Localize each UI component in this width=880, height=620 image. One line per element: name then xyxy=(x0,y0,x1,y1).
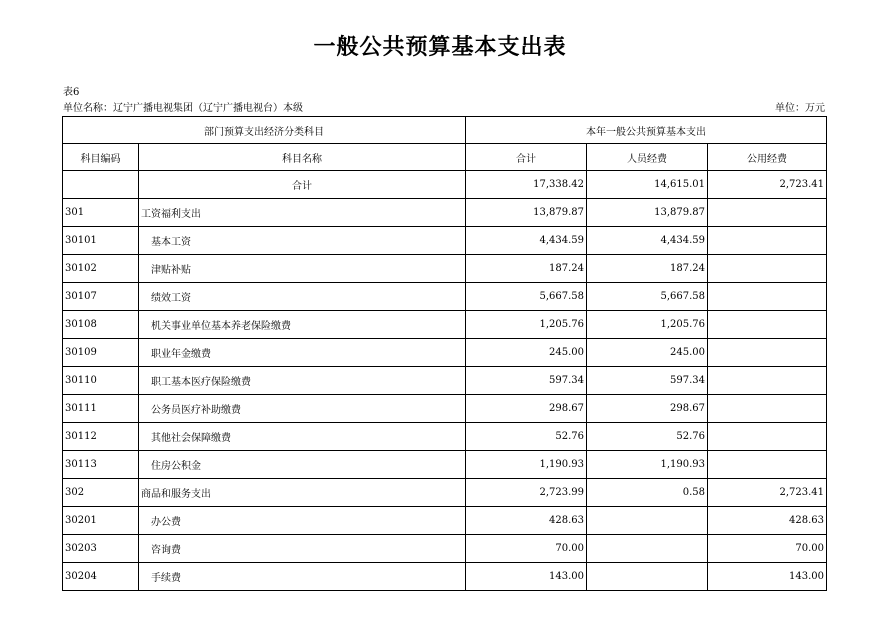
header-public: 公用经费 xyxy=(708,144,827,171)
cell-public xyxy=(708,283,827,311)
header-name: 科目名称 xyxy=(139,144,466,171)
cell-public xyxy=(708,395,827,423)
cell-personnel: 1,205.76 xyxy=(587,311,708,339)
cell-name: 绩效工资 xyxy=(139,283,466,311)
cell-total: 245.00 xyxy=(466,339,587,367)
unit-label: 单位：万元 xyxy=(775,103,825,114)
cell-name: 商品和服务支出 xyxy=(139,479,466,507)
cell-total: 597.34 xyxy=(466,367,587,395)
cell-total: 17,338.42 xyxy=(466,171,587,199)
header-personnel: 人员经费 xyxy=(587,144,708,171)
table-row xyxy=(63,227,827,255)
budget-table xyxy=(62,116,827,591)
cell-public xyxy=(708,255,827,283)
cell-name: 职业年金缴费 xyxy=(139,339,466,367)
cell-total: 4,434.59 xyxy=(466,227,587,255)
cell-name: 其他社会保障缴费 xyxy=(139,423,466,451)
cell-name: 职工基本医疗保险缴费 xyxy=(139,367,466,395)
table-row xyxy=(63,395,827,423)
cell-total: 1,205.76 xyxy=(466,311,587,339)
cell-public xyxy=(708,423,827,451)
table-row xyxy=(63,171,827,199)
cell-public: 2,723.41 xyxy=(708,479,827,507)
cell-name: 公务员医疗补助缴费 xyxy=(139,395,466,423)
cell-code: 302 xyxy=(63,479,139,507)
cell-personnel: 298.67 xyxy=(587,395,708,423)
table-row xyxy=(63,367,827,395)
table-row xyxy=(63,339,827,367)
cell-code: 30204 xyxy=(63,563,139,591)
cell-code: 30112 xyxy=(63,423,139,451)
cell-name: 工资福利支出 xyxy=(139,199,466,227)
cell-name: 津贴补贴 xyxy=(139,255,466,283)
cell-code xyxy=(63,171,139,199)
table-row xyxy=(63,255,827,283)
cell-public xyxy=(708,227,827,255)
cell-code: 30108 xyxy=(63,311,139,339)
cell-public: 2,723.41 xyxy=(708,171,827,199)
cell-personnel xyxy=(587,563,708,591)
cell-personnel: 4,434.59 xyxy=(587,227,708,255)
cell-public: 428.63 xyxy=(708,507,827,535)
table-row xyxy=(63,535,827,563)
page-title: 一般公共预算基本支出表 xyxy=(313,34,567,60)
cell-personnel: 13,879.87 xyxy=(587,199,708,227)
cell-code: 30101 xyxy=(63,227,139,255)
header-code: 科目编码 xyxy=(63,144,139,171)
cell-personnel: 245.00 xyxy=(587,339,708,367)
cell-total: 2,723.99 xyxy=(466,479,587,507)
cell-total: 13,879.87 xyxy=(466,199,587,227)
header-group-right: 本年一般公共预算基本支出 xyxy=(466,117,827,144)
cell-code: 30201 xyxy=(63,507,139,535)
cell-total: 187.24 xyxy=(466,255,587,283)
table-row xyxy=(63,423,827,451)
cell-personnel: 1,190.93 xyxy=(587,451,708,479)
table-row xyxy=(63,199,827,227)
cell-code: 30110 xyxy=(63,367,139,395)
cell-total: 143.00 xyxy=(466,563,587,591)
table-row xyxy=(63,311,827,339)
cell-name: 机关事业单位基本养老保险缴费 xyxy=(139,311,466,339)
cell-code: 30111 xyxy=(63,395,139,423)
cell-total: 298.67 xyxy=(466,395,587,423)
cell-public: 143.00 xyxy=(708,563,827,591)
cell-code: 30109 xyxy=(63,339,139,367)
cell-personnel: 5,667.58 xyxy=(587,283,708,311)
unit-name: 单位名称：辽宁广播电视集团（辽宁广播电视台）本级 xyxy=(63,103,303,114)
cell-name: 办公费 xyxy=(139,507,466,535)
cell-total: 52.76 xyxy=(466,423,587,451)
cell-name: 手续费 xyxy=(139,563,466,591)
cell-total: 1,190.93 xyxy=(466,451,587,479)
cell-personnel: 0.58 xyxy=(587,479,708,507)
header-total: 合计 xyxy=(466,144,587,171)
cell-personnel: 52.76 xyxy=(587,423,708,451)
cell-code: 30203 xyxy=(63,535,139,563)
table-row xyxy=(63,451,827,479)
cell-name: 住房公积金 xyxy=(139,451,466,479)
cell-total: 70.00 xyxy=(466,535,587,563)
cell-personnel: 597.34 xyxy=(587,367,708,395)
cell-name: 咨询费 xyxy=(139,535,466,563)
cell-public xyxy=(708,451,827,479)
table-row xyxy=(63,283,827,311)
cell-public xyxy=(708,367,827,395)
cell-personnel xyxy=(587,507,708,535)
cell-name: 合计 xyxy=(139,171,466,199)
cell-name: 基本工资 xyxy=(139,227,466,255)
cell-personnel: 14,615.01 xyxy=(587,171,708,199)
cell-total: 5,667.58 xyxy=(466,283,587,311)
cell-personnel xyxy=(587,535,708,563)
cell-public xyxy=(708,339,827,367)
table-number: 表6 xyxy=(63,87,80,98)
cell-code: 30113 xyxy=(63,451,139,479)
header-group-left: 部门预算支出经济分类科目 xyxy=(63,117,466,144)
cell-public xyxy=(708,199,827,227)
cell-code: 30102 xyxy=(63,255,139,283)
cell-public xyxy=(708,311,827,339)
cell-code: 301 xyxy=(63,199,139,227)
table-row xyxy=(63,563,827,591)
cell-code: 30107 xyxy=(63,283,139,311)
cell-public: 70.00 xyxy=(708,535,827,563)
cell-personnel: 187.24 xyxy=(587,255,708,283)
cell-total: 428.63 xyxy=(466,507,587,535)
header-row-group xyxy=(63,117,827,144)
header-row-columns xyxy=(63,144,827,171)
table-row xyxy=(63,507,827,535)
table-row xyxy=(63,479,827,507)
